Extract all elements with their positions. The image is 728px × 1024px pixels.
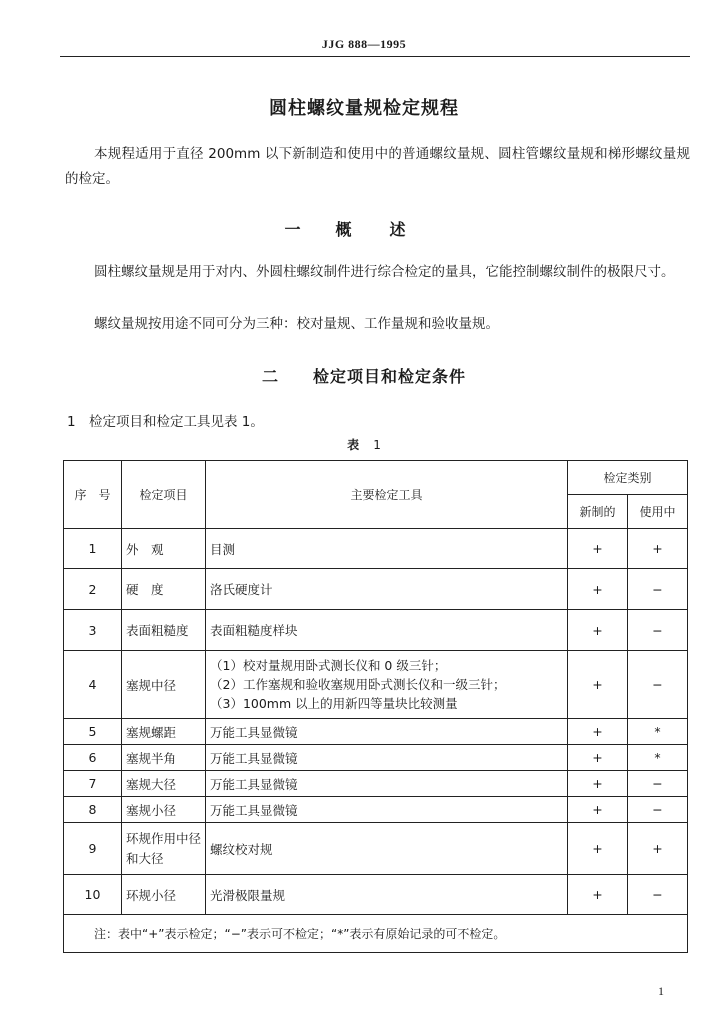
header-rule xyxy=(60,56,690,57)
table-row xyxy=(64,797,688,823)
section-1-heading xyxy=(0,217,728,240)
inspection-table xyxy=(63,460,688,953)
table-row xyxy=(64,771,688,797)
row-tool-line: （2）工作塞规和验收塞规用卧式测长仪和一级三针； xyxy=(210,677,506,692)
row-new-mark: + xyxy=(568,651,628,719)
section-2-heading xyxy=(0,364,728,387)
row-new-mark: + xyxy=(568,745,628,771)
row-tool xyxy=(206,651,568,719)
row-tool: 万能工具显微镜 xyxy=(206,771,568,797)
section-1-title: 概述 xyxy=(335,220,444,239)
row-tool: 万能工具显微镜 xyxy=(206,745,568,771)
row-new-mark: + xyxy=(568,569,628,610)
row-used-mark: − xyxy=(628,875,688,915)
item-1-text: 检定项目和检定工具见表 1。 xyxy=(89,414,264,430)
row-item: 外 观 xyxy=(122,529,206,569)
row-item: 塞规中径 xyxy=(122,651,206,719)
table-row xyxy=(64,823,688,875)
header-category: 检定类别 xyxy=(568,461,688,495)
row-no: 4 xyxy=(64,651,122,719)
row-no: 2 xyxy=(64,569,122,610)
row-item: 环规作用中径和大径 xyxy=(122,823,206,875)
row-tool: 目测 xyxy=(206,529,568,569)
header-no: 序 号 xyxy=(64,461,122,529)
section-1-paragraph-1: 圆柱螺纹量规是用于对内、外圆柱螺纹制件进行综合检定的量具，它能控制螺纹制件的极限尺寸。 xyxy=(94,264,675,280)
item-1-number: 1 xyxy=(67,414,76,430)
table-caption-number: 1 xyxy=(373,438,381,452)
row-used-mark: − xyxy=(628,610,688,651)
header-tool: 主要检定工具 xyxy=(206,461,568,529)
header-item: 检定项目 xyxy=(122,461,206,529)
row-new-mark: + xyxy=(568,771,628,797)
row-no: 10 xyxy=(64,875,122,915)
table-caption xyxy=(0,436,728,453)
table-note-row xyxy=(64,915,688,953)
row-item: 表面粗糙度 xyxy=(122,610,206,651)
row-new-mark: + xyxy=(568,797,628,823)
standard-code: JJG 888—1995 xyxy=(321,37,407,51)
page-number: 1 xyxy=(658,984,664,998)
header-used: 使用中 xyxy=(628,495,688,529)
row-no: 5 xyxy=(64,719,122,745)
section-2-number: 二 xyxy=(261,367,279,386)
row-item: 塞规半角 xyxy=(122,745,206,771)
row-new-mark: + xyxy=(568,823,628,875)
table-row xyxy=(64,651,688,719)
row-item: 环规小径 xyxy=(122,875,206,915)
row-used-mark: − xyxy=(628,569,688,610)
row-used-mark: * xyxy=(628,719,688,745)
section-1-paragraph-2: 螺纹量规按用途不同可分为三种：校对量规、工作量规和验收量规。 xyxy=(94,316,499,332)
header-new: 新制的 xyxy=(568,495,628,529)
row-tool: 万能工具显微镜 xyxy=(206,719,568,745)
row-used-mark: + xyxy=(628,529,688,569)
document-title: 圆柱螺纹量规检定规程 xyxy=(269,98,459,119)
table-note: 注：表中“+”表示检定；“−”表示可不检定；“*”表示有原始记录的可不检定。 xyxy=(64,915,688,953)
table-row xyxy=(64,569,688,610)
row-tool: 万能工具显微镜 xyxy=(206,797,568,823)
row-item: 塞规小径 xyxy=(122,797,206,823)
row-no: 8 xyxy=(64,797,122,823)
row-no: 7 xyxy=(64,771,122,797)
row-item: 硬 度 xyxy=(122,569,206,610)
table-row xyxy=(64,529,688,569)
row-new-mark: + xyxy=(568,719,628,745)
row-used-mark: − xyxy=(628,651,688,719)
row-no: 6 xyxy=(64,745,122,771)
row-new-mark: + xyxy=(568,529,628,569)
table-row xyxy=(64,719,688,745)
row-tool: 螺纹校对规 xyxy=(206,823,568,875)
row-used-mark: − xyxy=(628,797,688,823)
row-item: 塞规大径 xyxy=(122,771,206,797)
row-no: 3 xyxy=(64,610,122,651)
row-tool: 洛氏硬度计 xyxy=(206,569,568,610)
row-new-mark: + xyxy=(568,875,628,915)
row-tool: 光滑极限量规 xyxy=(206,875,568,915)
row-item: 塞规螺距 xyxy=(122,719,206,745)
row-used-mark: * xyxy=(628,745,688,771)
intro-paragraph: 本规程适用于直径 200mm 以下新制造和使用中的普通螺纹量规、圆柱管螺纹量规和梯形螺纹量规的检定。 xyxy=(65,146,690,187)
row-tool-line: （1）校对量规用卧式测长仪和 0 级三针； xyxy=(210,658,447,673)
table-row xyxy=(64,745,688,771)
item-1 xyxy=(67,410,264,430)
row-used-mark: − xyxy=(628,771,688,797)
row-new-mark: + xyxy=(568,610,628,651)
row-used-mark: + xyxy=(628,823,688,875)
table-row xyxy=(64,875,688,915)
table-caption-label: 表 xyxy=(347,438,360,452)
row-tool-line: （3）100mm 以上的用新四等量块比较测量 xyxy=(210,696,458,711)
section-1-number: 一 xyxy=(284,220,302,239)
table-row xyxy=(64,610,688,651)
section-2-title: 检定项目和检定条件 xyxy=(313,367,467,386)
row-no: 1 xyxy=(64,529,122,569)
row-no: 9 xyxy=(64,823,122,875)
row-tool: 表面粗糙度样块 xyxy=(206,610,568,651)
